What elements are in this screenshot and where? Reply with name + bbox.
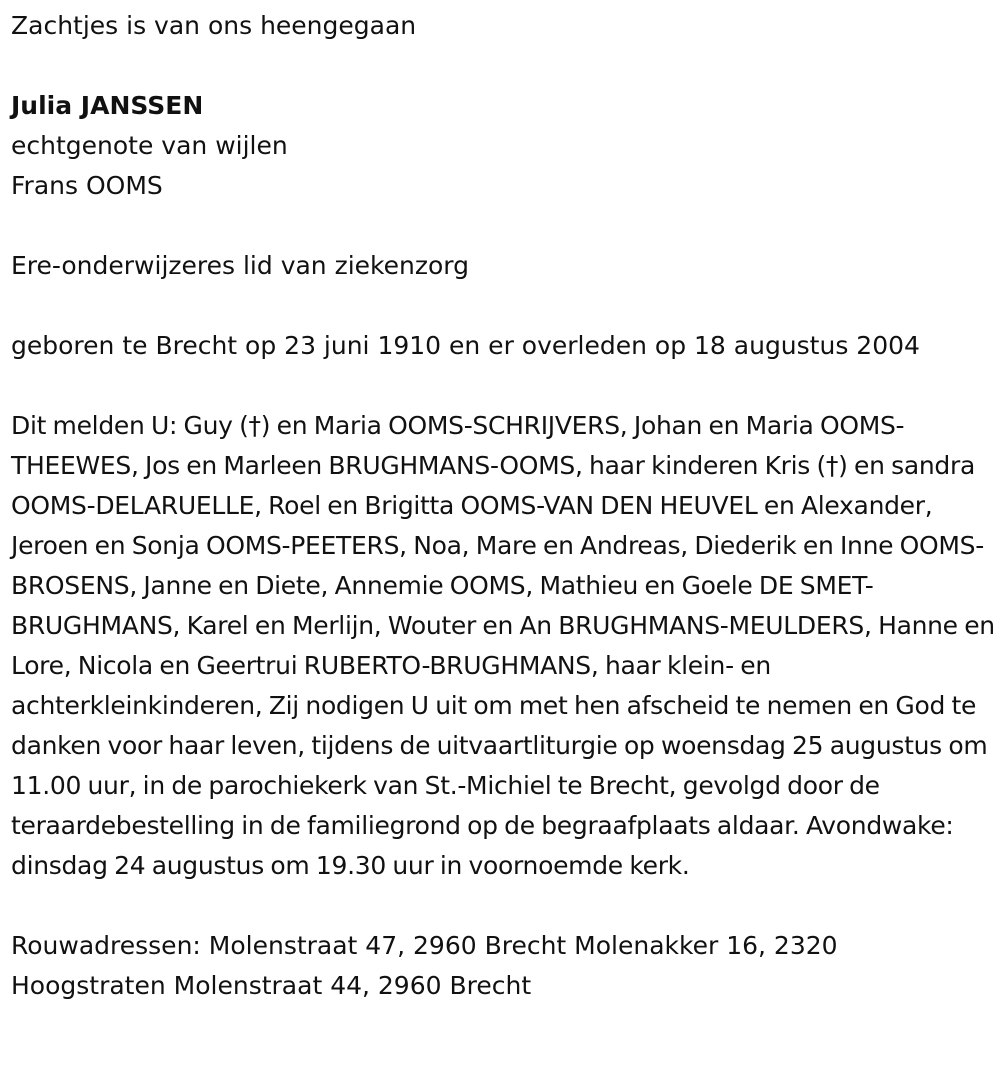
deceased-name: Julia JANSSEN [11, 91, 204, 120]
spacer [11, 366, 996, 406]
spacer [11, 886, 996, 926]
spacer [11, 286, 996, 326]
spacer [11, 206, 996, 246]
death-notice [11, 6, 996, 1006]
spacer [11, 46, 996, 86]
intro-text: Zachtjes is van ons heengegaan [11, 11, 417, 40]
spouse-name: Frans OOMS [11, 171, 163, 200]
birth-death-text: geboren te Brecht op 23 juni 1910 en er overleden op 18 augustus 2004 [11, 331, 920, 360]
announcement-paragraph: Dit melden U: Guy (†) en Maria OOMS-SCHRIJVERS, Johan en Maria OOMS-THEEWES, Jos en Marleen BRUGHMANS-OOMS, haar kinderen Kris (†) en sandra OOMS-DELARUELLE, Roel en Brigitta OOMS-VAN DEN HEUVEL en Alexander, Jeroen en Sonja OOMS-PEETERS, Noa, Mare en Andreas, Diederik en Inne OOMS-BROSENS, Janne en Diete, Annemie OOMS, Mathieu en Goele DE SMET-BRUGHMANS, Karel en Merlijn, Wouter en An BRUGHMANS-MEULDERS, Hanne en Lore, Nicola en Geertrui RUBERTO-BRUGHMANS, haar klein- en achterkleinkinderen, Zij nodigen U uit om met hen afscheid te nemen en God te danken voor haar leven, tijdens de uitvaartliturgie op woensdag 25 augustus om 11.00 uur, in de parochiekerk van St.-Michiel te Brecht, gevolgd door de teraardebestelling in de familiegrond op de begraafplaats aldaar. Avondwake: dinsdag 24 augustus om 19.30 uur in voornoemde kerk. [11, 411, 995, 880]
occupation-text: Ere-onderwijzeres lid van ziekenzorg [11, 251, 469, 280]
relation-text: echtgenote van wijlen [11, 131, 288, 160]
mourning-addresses: Rouwadressen: Molenstraat 47, 2960 Brecht Molenakker 16, 2320 Hoogstraten Molenstraat 44, 2960 Brecht [11, 931, 838, 1000]
